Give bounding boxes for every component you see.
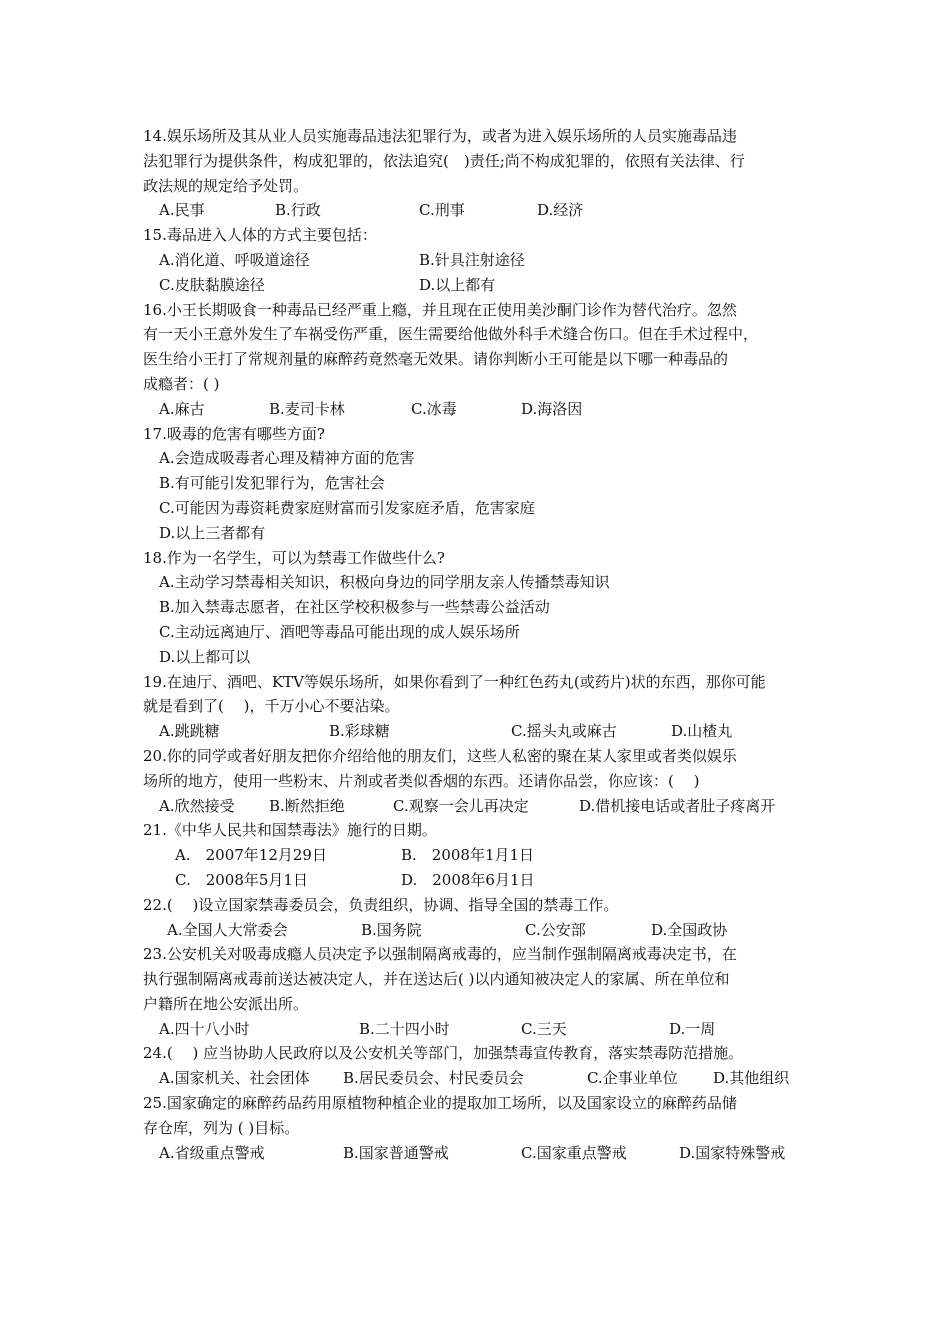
option-a: A.麻古 — [159, 399, 205, 418]
option-c: C.国家重点警戒 — [521, 1143, 627, 1162]
question-stem-line: 执行强制隔离戒毒前送达被决定人，并在送达后( )以内通知被决定人的家属、所在单位和 — [143, 970, 730, 989]
option-row — [143, 595, 823, 620]
question-stem-line: 14.娱乐场所及其从业人员实施毒品违法犯罪行为，或者为进入娱乐场所的人员实施毒品违 — [143, 127, 737, 145]
question-15 — [143, 223, 823, 297]
question-20 — [143, 744, 823, 818]
option-b: B.彩球糖 — [329, 722, 390, 741]
option-a: A.消化道、呼吸道途径 — [159, 250, 310, 269]
question-stem-line: 就是看到了( )，千万小心不要沾染。 — [143, 697, 400, 716]
option-c: C.观察一会儿再决定 — [393, 796, 529, 815]
option-d: D.以上都有 — [419, 275, 496, 294]
option-c: C.摇头丸或麻古 — [511, 722, 617, 741]
option-b: B.断然拒绝 — [269, 796, 345, 815]
option-row — [143, 868, 823, 893]
option-c: C.冰毒 — [411, 399, 457, 418]
option-a: A.全国人大常委会 — [167, 920, 288, 939]
option-b: B. 2008年1月1日 — [401, 846, 535, 865]
question-stem-line: 18.作为一名学生，可以为禁毒工作做些什么? — [143, 548, 445, 567]
option-d: D.借机接电话或者肚子疼离开 — [579, 796, 776, 815]
question-stem-line: 法犯罪行为提供条件，构成犯罪的，依法追究( )责任;尚不构成犯罪的，依照有关法律、行 — [143, 151, 745, 170]
option-c: C.可能因为毒资耗费家庭财富而引发家庭矛盾，危害家庭 — [159, 498, 535, 517]
option-d: D.国家特殊警戒 — [679, 1143, 786, 1162]
option-b: B.二十四小时 — [359, 1019, 450, 1038]
option-row — [143, 570, 823, 595]
option-b: B.居民委员会、村民委员会 — [343, 1069, 524, 1088]
question-stem-line: 25.国家确定的麻醉药品药用原植物种植企业的提取加工场所，以及国家设立的麻醉药品储 — [143, 1094, 737, 1113]
option-d: D.全国政协 — [651, 920, 728, 939]
option-b: B.加入禁毒志愿者，在社区学校积极参与一些禁毒公益活动 — [159, 598, 550, 617]
question-stem-line: 政法规的规定给予处罚。 — [143, 176, 309, 195]
question-21 — [143, 818, 823, 892]
question-stem-line: 22.( )设立国家禁毒委员会，负责组织，协调、指导全国的禁毒工作。 — [143, 895, 619, 914]
option-a: A.四十八小时 — [159, 1019, 250, 1038]
option-c: C.主动远离迪厅、酒吧等毒品可能出现的成人娱乐场所 — [159, 622, 520, 641]
question-stem-line: 16.小王长期吸食一种毒品已经严重上瘾，并且现在正使用美沙酮门诊作为替代治疗。忽然 — [143, 300, 737, 319]
option-c: C.刑事 — [419, 201, 465, 220]
question-stem-line: 21.《中华人民共和国禁毒法》施行的日期。 — [143, 821, 437, 840]
option-row — [143, 645, 823, 670]
option-row — [143, 397, 823, 422]
question-list — [143, 124, 823, 1165]
option-a: A.民事 — [159, 201, 205, 220]
question-14 — [143, 124, 823, 223]
question-17 — [143, 422, 823, 546]
question-stem-line: 17.吸毒的危害有哪些方面? — [143, 424, 325, 443]
option-d: D.以上三者都有 — [159, 523, 266, 542]
option-row — [143, 248, 823, 273]
option-b: B.国务院 — [361, 920, 422, 939]
question-stem-line: 场所的地方，使用一些粉末、片剂或者类似香烟的东西。还请你品尝，你应该：( ) — [143, 771, 700, 790]
question-stem-line: 成瘾者：( ) — [143, 374, 220, 393]
question-stem-line: 24.( ) 应当协助人民政府以及公安机关等部门，加强禁毒宣传教育，落实禁毒防范措施。 — [143, 1044, 744, 1063]
question-22 — [143, 893, 823, 943]
option-d: D. 2008年6月1日 — [401, 870, 535, 889]
question-stem-line: 存仓库，列为 ( )目标。 — [143, 1118, 300, 1137]
option-d: D.其他组织 — [713, 1069, 790, 1088]
option-row — [143, 1017, 823, 1042]
option-b: B.针具注射途径 — [419, 250, 525, 269]
question-stem-line: 19.在迪厅、酒吧、KTV等娱乐场所，如果你看到了一种红色药丸(或药片)状的东西，那你可能 — [143, 672, 766, 691]
option-a: A.省级重点警戒 — [159, 1143, 265, 1162]
option-a: A.欣然接受 — [159, 796, 235, 815]
question-16 — [143, 298, 823, 422]
option-a: A.主动学习禁毒相关知识，积极向身边的同学朋友亲人传播禁毒知识 — [159, 573, 610, 592]
question-stem-line: 15.毒品进入人体的方式主要包括： — [143, 226, 377, 245]
question-19 — [143, 670, 823, 744]
question-25 — [143, 1091, 823, 1165]
option-a: A. 2007年12月29日 — [175, 846, 327, 865]
option-row — [143, 843, 823, 868]
option-c: C.皮肤黏膜途径 — [159, 275, 265, 294]
question-stem-line: 23.公安机关对吸毒成瘾人员决定予以强制隔离戒毒的，应当制作强制隔离戒毒决定书，在 — [143, 945, 737, 964]
option-c: C.企事业单位 — [587, 1069, 678, 1088]
question-23 — [143, 942, 823, 1041]
option-b: B.有可能引发犯罪行为，危害社会 — [159, 474, 385, 493]
option-row — [143, 471, 823, 496]
option-a: A.跳跳糖 — [159, 722, 220, 741]
option-b: B.行政 — [275, 201, 321, 220]
question-stem-line: 20.你的同学或者好朋友把你介绍给他的朋友们，这些人私密的聚在某人家里或者类似娱乐 — [143, 746, 737, 765]
question-24 — [143, 1041, 823, 1091]
option-b: B.国家普通警戒 — [343, 1143, 449, 1162]
option-row — [143, 719, 823, 744]
option-d: D.山楂丸 — [671, 722, 733, 741]
option-row — [143, 446, 823, 471]
question-stem-line: 有一天小王意外发生了车祸受伤严重，医生需要给他做外科手术缝合伤口。但在手术过程中， — [143, 325, 759, 344]
option-a: A.会造成吸毒者心理及精神方面的危害 — [159, 449, 415, 468]
option-c: C.三天 — [521, 1019, 567, 1038]
option-d: D.以上都可以 — [159, 647, 251, 666]
option-d: D.一周 — [669, 1019, 716, 1038]
option-c: C.公安部 — [525, 920, 586, 939]
option-row — [143, 794, 823, 819]
option-row — [143, 496, 823, 521]
option-row — [143, 620, 823, 645]
option-row — [143, 521, 823, 546]
option-d: D.经济 — [537, 201, 584, 220]
option-row — [143, 918, 823, 943]
option-c: C. 2008年5月1日 — [175, 870, 308, 889]
option-row — [143, 1141, 823, 1166]
question-18 — [143, 546, 823, 670]
option-row — [143, 198, 823, 223]
option-a: A.国家机关、社会团体 — [159, 1069, 310, 1088]
option-d: D.海洛因 — [521, 399, 583, 418]
option-row — [143, 273, 823, 298]
question-stem-line: 医生给小王打了常规剂量的麻醉药竟然毫无效果。请你判断小王可能是以下哪一种毒品的 — [143, 350, 729, 369]
question-stem-line: 户籍所在地公安派出所。 — [143, 994, 309, 1013]
option-b: B.麦司卡林 — [269, 399, 345, 418]
option-row — [143, 1066, 823, 1091]
